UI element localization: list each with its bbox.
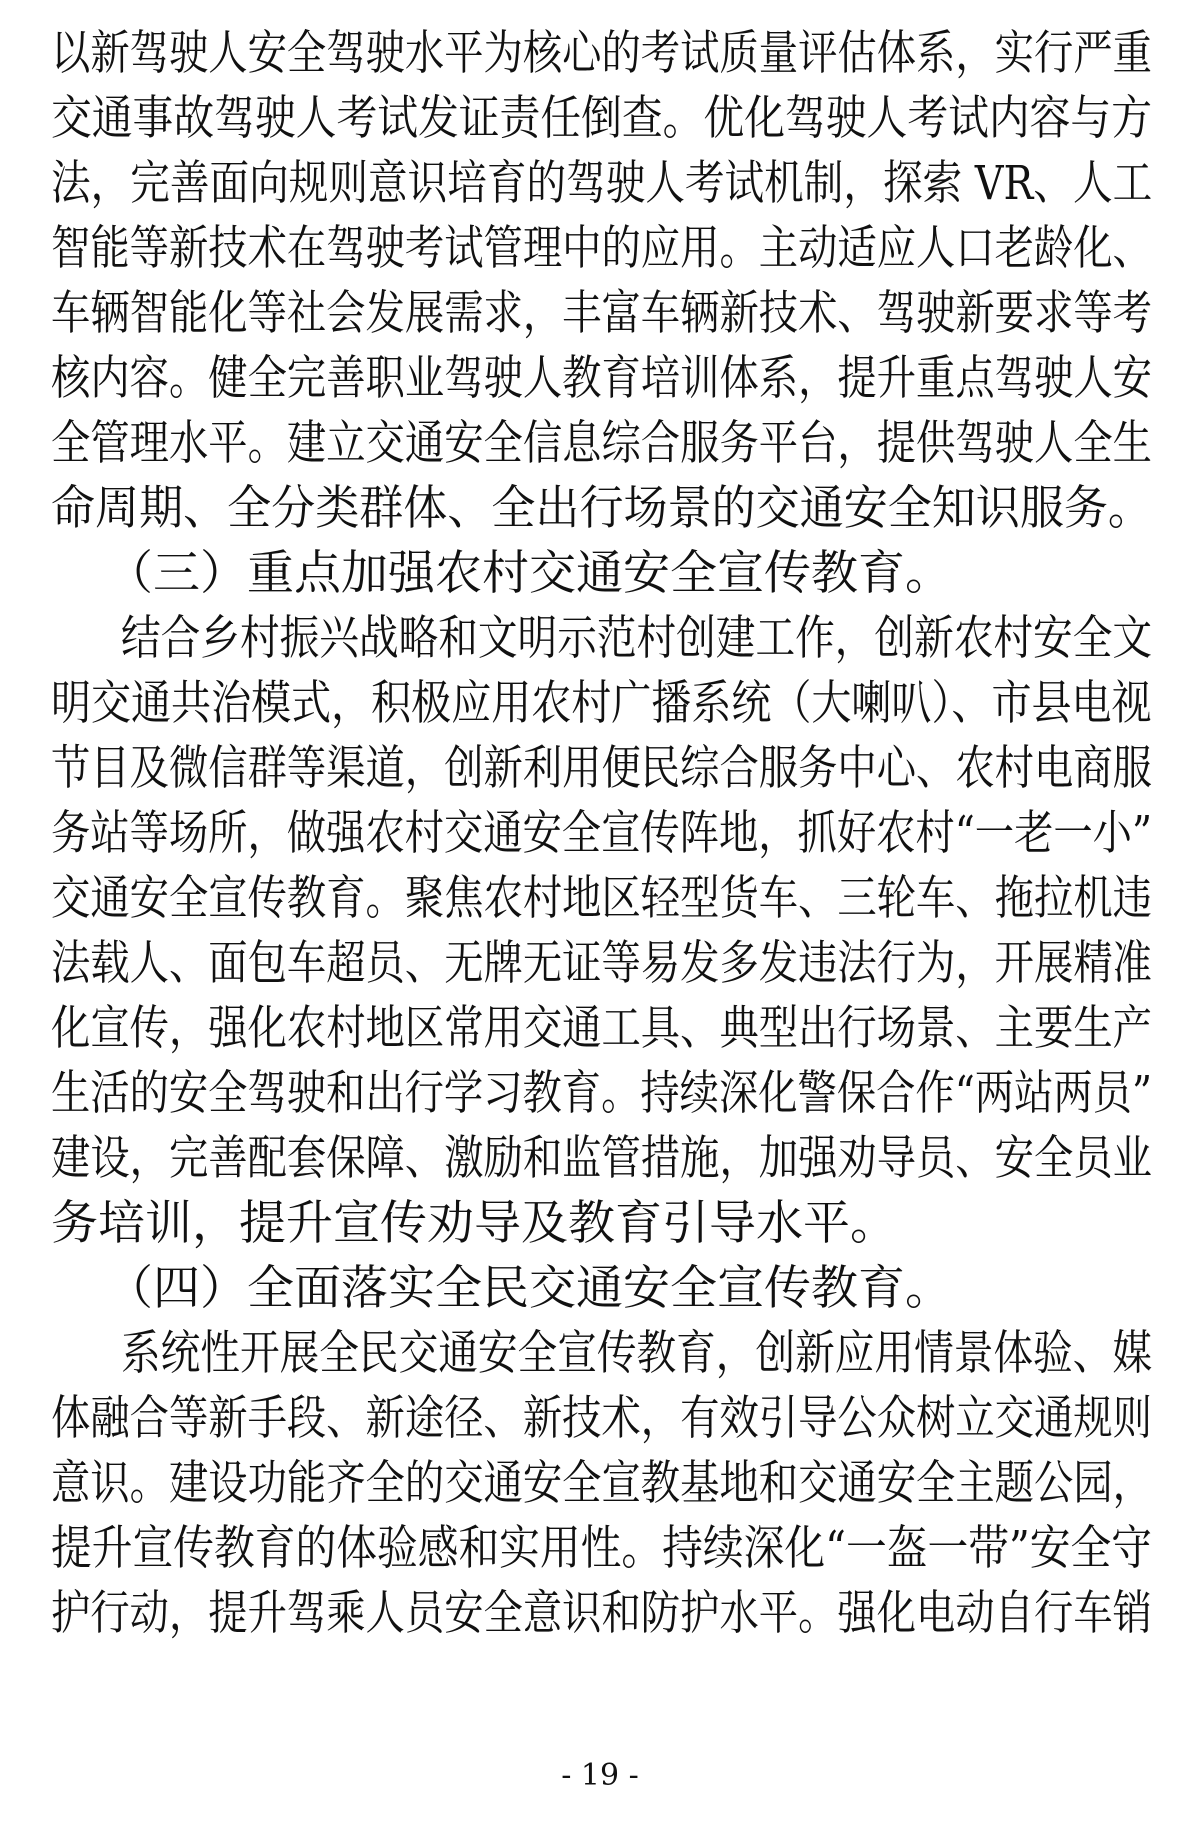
page-number: - 19 - <box>561 1758 639 1793</box>
body-line: 智能等新技术在驾驶考试管理中的应用。主动适应人口老龄化、 <box>51 221 1152 276</box>
body-line: 护行动，提升驾乘人员安全意识和防护水平。强化电动自行车销 <box>51 1586 1152 1641</box>
body-line: 以新驾驶人安全驾驶水平为核心的考试质量评估体系，实行严重 <box>51 26 1152 81</box>
body-line: 法，完善面向规则意识培育的驾驶人考试机制，探索 VR、人工 <box>51 156 1153 211</box>
body-line: 明交通共治模式，积极应用农村广播系统（大喇叭）、市县电视 <box>51 676 1152 731</box>
body-line: 车辆智能化等社会发展需求，丰富车辆新技术、驾驶新要求等考 <box>51 286 1152 341</box>
body-line: 全管理水平。建立交通安全信息综合服务平台，提供驾驶人全生 <box>51 416 1152 471</box>
body-line: 法载人、面包车超员、无牌无证等易发多发违法行为，开展精准 <box>51 936 1152 991</box>
body-line: 务站等场所，做强农村交通安全宣传阵地，抓好农村“一老一小” <box>51 806 1153 861</box>
paragraph-first-line: 系统性开展全民交通安全宣传教育，创新应用情景体验、媒 <box>121 1326 1153 1381</box>
paragraph-first-line: 结合乡村振兴战略和文明示范村创建工作，创新农村安全文 <box>121 611 1153 666</box>
body-line: 意识。建设功能齐全的交通安全宣教基地和交通安全主题公园， <box>51 1456 1152 1511</box>
body-line: 体融合等新手段、新途径、新技术，有效引导公众树立交通规则 <box>51 1391 1152 1446</box>
body-line: 节目及微信群等渠道，创新利用便民综合服务中心、农村电商服 <box>51 741 1152 796</box>
body-line: 化宣传，强化农村地区常用交通工具、典型出行场景、主要生产 <box>51 1001 1152 1056</box>
section-heading: （三）重点加强农村交通安全宣传教育。 <box>106 546 952 601</box>
section-heading: （四）全面落实全民交通安全宣传教育。 <box>106 1261 952 1316</box>
body-line: 交通安全宣传教育。聚焦农村地区轻型货车、三轮车、拖拉机违 <box>51 871 1152 926</box>
body-line: 核内容。健全完善职业驾驶人教育培训体系，提升重点驾驶人安 <box>51 351 1152 406</box>
body-line: 命周期、全分类群体、全出行场景的交通安全知识服务。 <box>51 481 1152 536</box>
body-line: 交通事故驾驶人考试发证责任倒查。优化驾驶人考试内容与方 <box>51 91 1152 146</box>
body-line: 务培训，提升宣传劝导及教育引导水平。 <box>51 1196 897 1251</box>
body-line: 建设，完善配套保障、激励和监管措施，加强劝导员、安全员业 <box>51 1131 1152 1186</box>
body-line: 提升宣传教育的体验感和实用性。持续深化“一盔一带”安全守 <box>51 1521 1153 1576</box>
body-line: 生活的安全驾驶和出行学习教育。持续深化警保合作“两站两员” <box>51 1066 1153 1121</box>
